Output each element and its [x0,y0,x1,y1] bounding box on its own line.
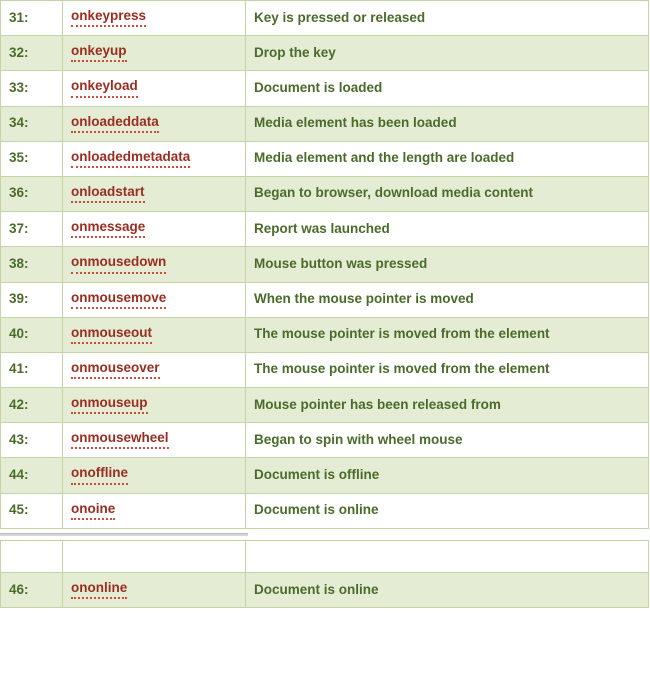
table-body-part1 [1,1,649,529]
table-row [1,36,649,71]
event-name-text: onkeyup [71,43,127,62]
table-row [1,388,649,423]
table-row [1,71,649,106]
row-number [1,540,63,572]
event-name [63,282,246,317]
row-number: 36: [1,176,63,211]
event-name-text: onoffline [71,465,128,484]
event-name [63,423,246,458]
event-name [63,36,246,71]
event-description [246,540,649,572]
event-name [63,388,246,423]
event-name-text: onkeyload [71,78,138,97]
event-description: The mouse pointer is moved from the element [246,352,649,387]
row-number: 37: [1,212,63,247]
table-row [1,176,649,211]
row-number: 39: [1,282,63,317]
event-name [63,540,246,572]
page-break-gap [0,529,650,540]
event-name-text: onmousedown [71,254,166,273]
event-name [63,317,246,352]
table-row [1,573,649,608]
event-name-text: onloadstart [71,184,145,203]
row-number: 34: [1,106,63,141]
row-number: 45: [1,493,63,528]
event-description: Media element has been loaded [246,106,649,141]
event-name [63,141,246,176]
event-name-text: onloadeddata [71,114,159,133]
table-row [1,423,649,458]
event-description: Mouse pointer has been released from [246,388,649,423]
event-name-text: onmessage [71,219,145,238]
row-number: 33: [1,71,63,106]
event-description: Mouse button was pressed [246,247,649,282]
table-row [1,141,649,176]
table-row [1,247,649,282]
event-name-text: onmousewheel [71,430,169,449]
event-name-text: onmouseup [71,395,148,414]
event-name [63,458,246,493]
event-name-text: onmouseover [71,360,160,379]
table-row [1,458,649,493]
event-name-text: onmousemove [71,290,166,309]
event-description: Document is online [246,493,649,528]
row-number: 35: [1,141,63,176]
event-name [63,493,246,528]
event-description: Media element and the length are loaded [246,141,649,176]
event-name [63,71,246,106]
event-handler-table-part2 [0,540,649,608]
event-name [63,352,246,387]
event-description: Document is offline [246,458,649,493]
event-name [63,176,246,211]
row-number: 44: [1,458,63,493]
table-row [1,282,649,317]
table-row [1,540,649,572]
event-name [63,106,246,141]
event-description: The mouse pointer is moved from the element [246,317,649,352]
event-name-text: onkeypress [71,8,146,27]
event-description: Began to spin with wheel mouse [246,423,649,458]
table-row [1,317,649,352]
row-number: 43: [1,423,63,458]
row-number: 31: [1,1,63,36]
event-name [63,1,246,36]
event-description: Began to browser, download media content [246,176,649,211]
table-row [1,493,649,528]
row-number: 46: [1,573,63,608]
event-description: Report was launched [246,212,649,247]
event-description: Document is online [246,573,649,608]
event-name-text: ononline [71,580,127,599]
table-row [1,352,649,387]
row-number: 41: [1,352,63,387]
row-number: 40: [1,317,63,352]
table-row [1,1,649,36]
event-name-text: onloadedmetadata [71,149,190,168]
table-body-part2 [1,540,649,607]
event-description: Key is pressed or released [246,1,649,36]
event-name [63,573,246,608]
event-description: Drop the key [246,36,649,71]
event-description: Document is loaded [246,71,649,106]
table-row [1,106,649,141]
row-number: 38: [1,247,63,282]
page-break-rule [0,533,248,536]
event-name-text: onoine [71,501,115,520]
event-description: When the mouse pointer is moved [246,282,649,317]
table-row [1,212,649,247]
row-number: 42: [1,388,63,423]
event-name [63,247,246,282]
event-name-text: onmouseout [71,325,152,344]
row-number: 32: [1,36,63,71]
event-name [63,212,246,247]
